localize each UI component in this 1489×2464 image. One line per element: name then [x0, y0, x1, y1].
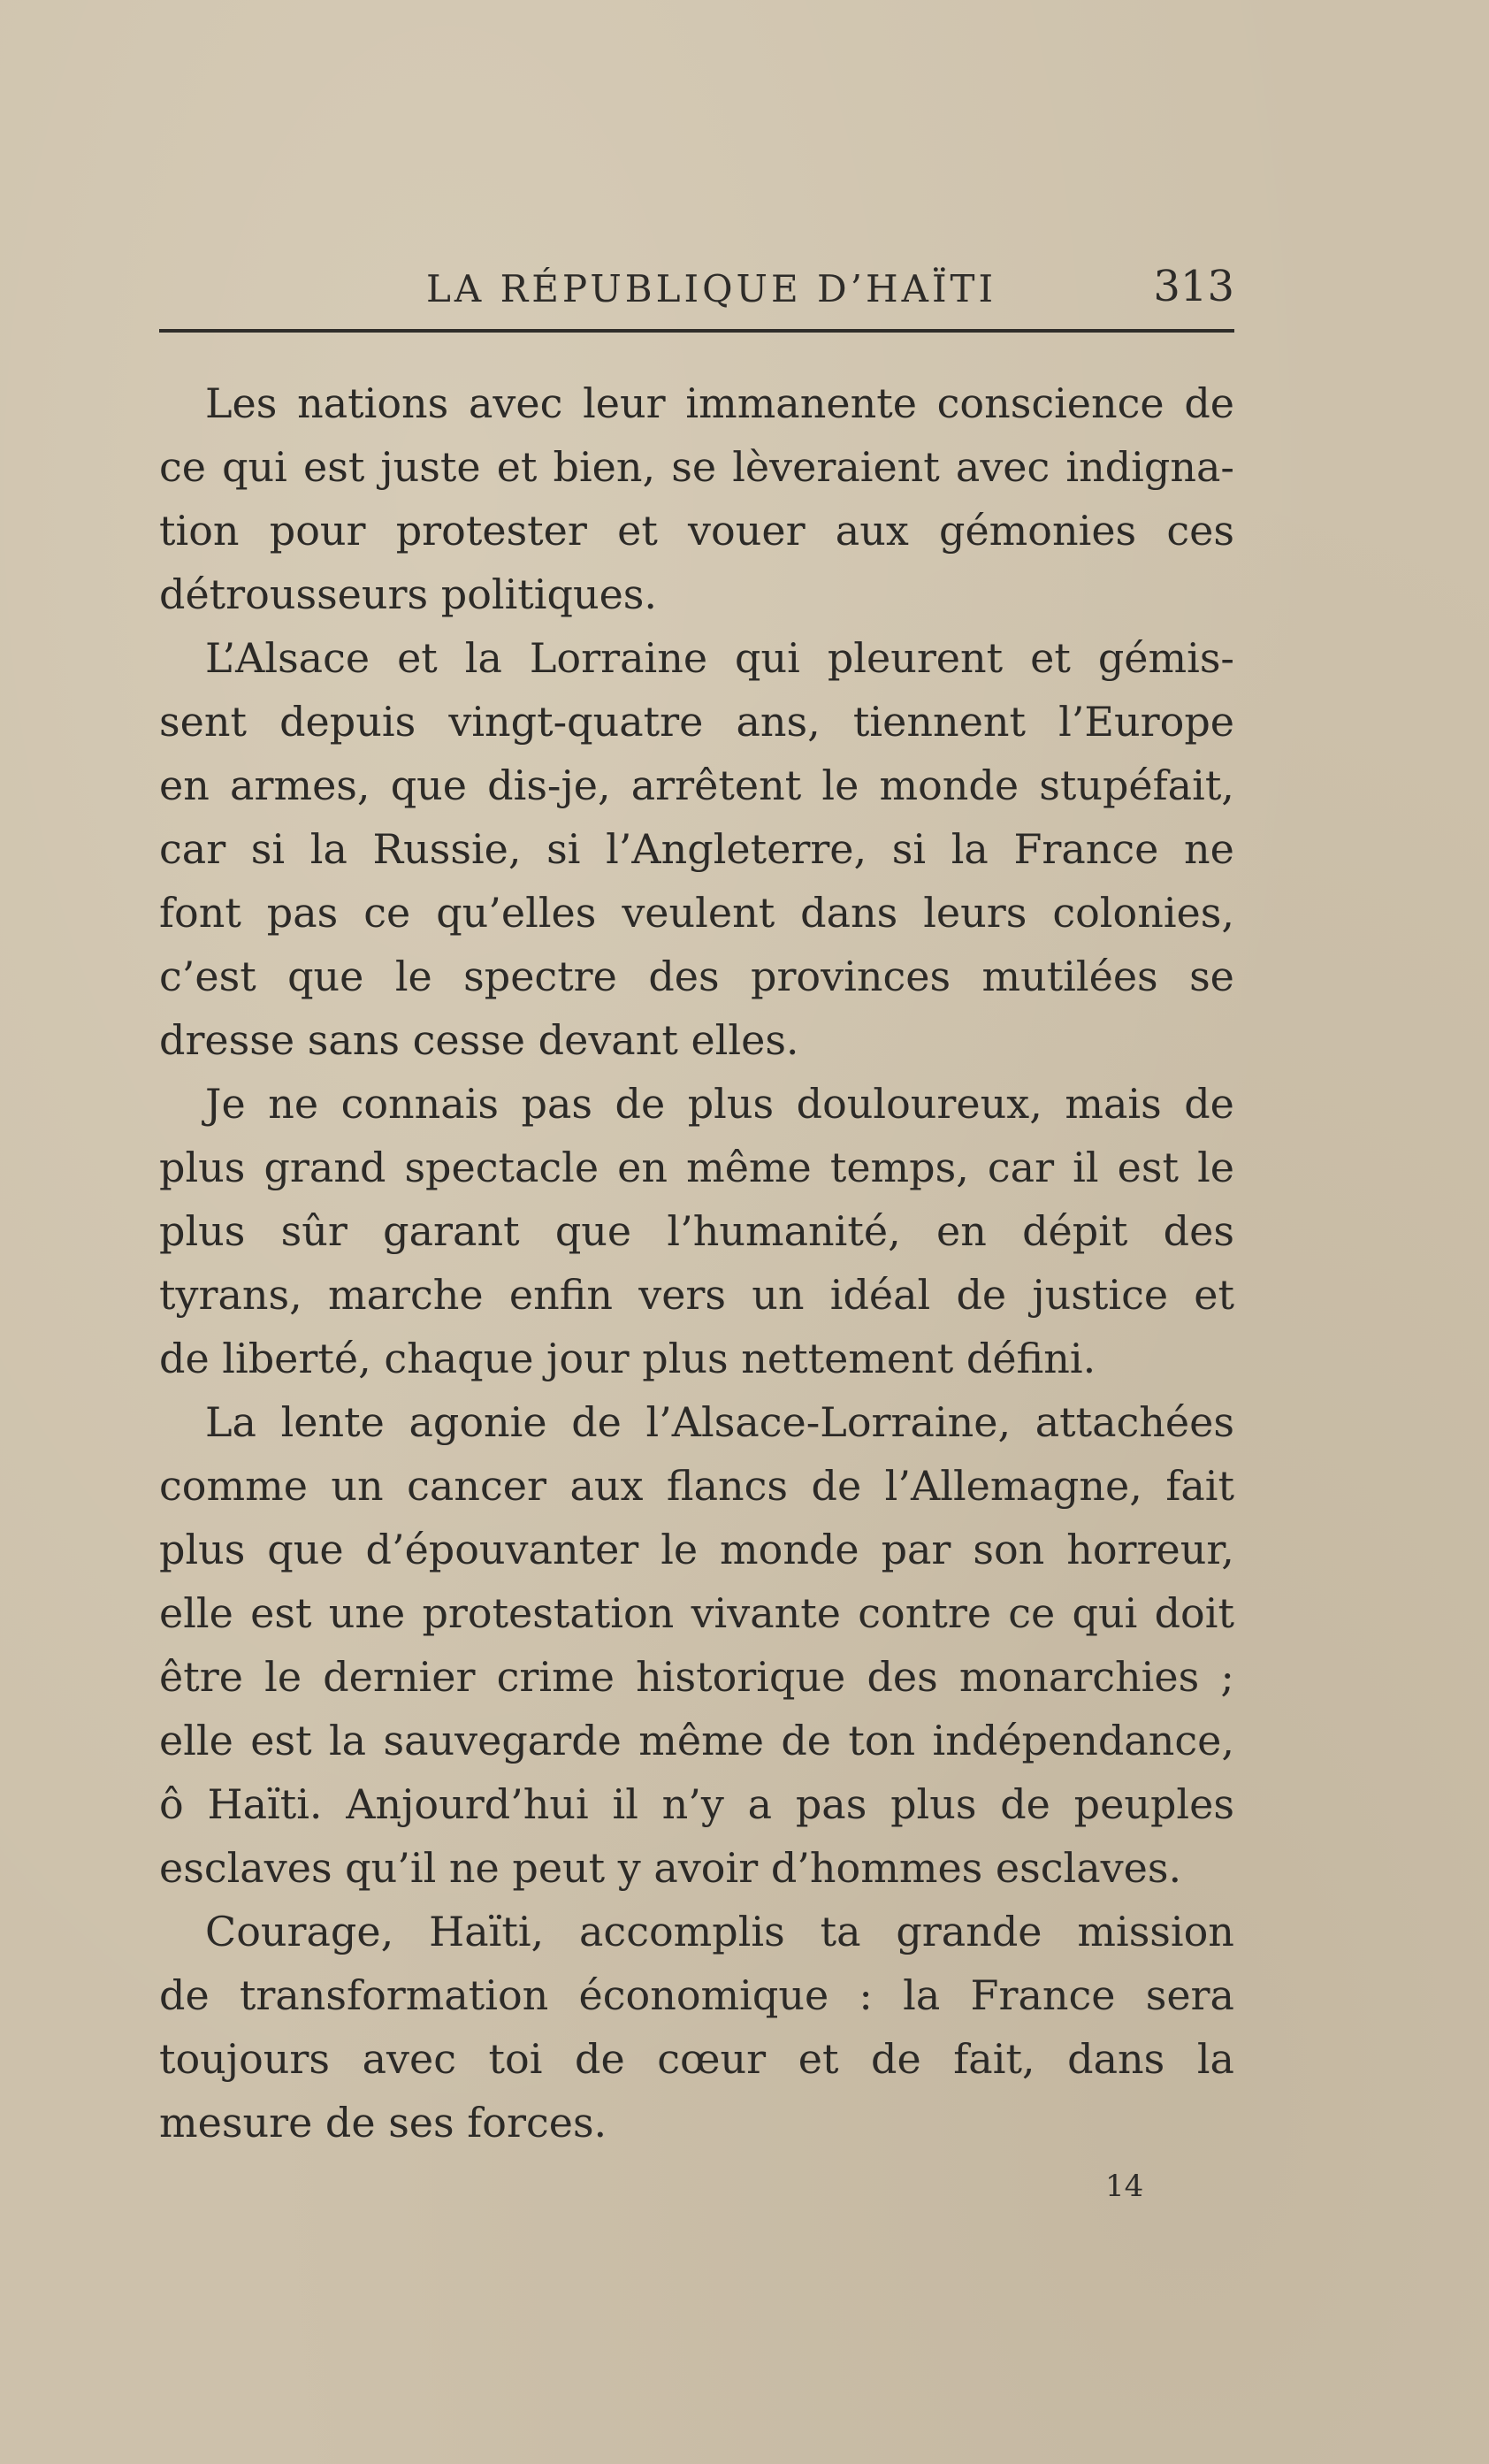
- word: la: [951, 825, 989, 873]
- word: spectacle: [404, 1144, 599, 1191]
- word: une: [328, 1589, 406, 1637]
- word: ne: [268, 1080, 319, 1128]
- word: que: [287, 953, 364, 1000]
- word: et: [496, 443, 538, 491]
- word: est: [250, 1589, 312, 1637]
- word: Courage,: [205, 1908, 394, 1955]
- word: arrêtent: [630, 761, 802, 809]
- word: de: [159, 1971, 210, 2019]
- word: l’Alsace-Lorraine,: [645, 1398, 1012, 1446]
- word: monde: [720, 1526, 859, 1573]
- word: dépit: [1022, 1207, 1128, 1255]
- word: juste: [380, 443, 481, 491]
- word: L’Alsace: [205, 634, 370, 682]
- word: si: [250, 825, 286, 873]
- word: historique: [636, 1653, 846, 1701]
- word: immanente: [685, 379, 917, 427]
- word: toujours: [159, 2035, 330, 2083]
- word: comme: [159, 1462, 308, 1510]
- word: l’Angleterre,: [606, 825, 867, 873]
- word: de: [1184, 379, 1234, 427]
- word: transformation: [239, 1971, 549, 2019]
- word: elle: [159, 1717, 233, 1764]
- word: et: [798, 2035, 839, 2083]
- text-line: [159, 881, 1234, 945]
- word: monarchies: [958, 1653, 1200, 1701]
- word: est: [302, 443, 365, 491]
- text-line: [159, 754, 1234, 817]
- word: de: [956, 1271, 1007, 1319]
- word: doit: [1154, 1589, 1234, 1637]
- word: qui: [735, 634, 800, 682]
- word: fait,: [953, 2035, 1035, 2083]
- word: de: [575, 2035, 625, 2083]
- word: ;: [1220, 1653, 1234, 1701]
- text-line: de liberté, chaque jour plus nettement défini.: [159, 1335, 1096, 1382]
- word: mais: [1065, 1080, 1162, 1128]
- word: marche: [327, 1271, 484, 1319]
- word: en: [159, 761, 210, 809]
- running-title: LA RÉPUBLIQUE D’HAÏTI: [426, 267, 997, 310]
- word: qui: [1072, 1589, 1138, 1637]
- word: douloureux,: [796, 1080, 1042, 1128]
- text-line: [159, 1709, 1234, 1772]
- word: contre: [858, 1589, 992, 1637]
- word: la: [1196, 2035, 1234, 2083]
- word: tion: [159, 507, 240, 555]
- word: vers: [638, 1271, 727, 1319]
- word: ta: [820, 1908, 861, 1955]
- word: leur: [583, 379, 666, 427]
- word: pour: [269, 507, 366, 555]
- text-line: [159, 1772, 1234, 1836]
- word: économique: [578, 1971, 829, 2019]
- word: pas: [795, 1780, 867, 1828]
- word: Lorraine: [529, 634, 708, 682]
- word: le: [821, 761, 859, 809]
- word: car: [159, 825, 226, 873]
- word: armes,: [230, 761, 370, 809]
- word: qu’elles: [436, 889, 597, 937]
- word: veulent: [622, 889, 775, 937]
- word: plus: [890, 1780, 977, 1828]
- word: il: [612, 1780, 638, 1828]
- text-line: [159, 1518, 1234, 1581]
- word: le: [394, 953, 432, 1000]
- word: le: [1197, 1144, 1234, 1191]
- word: vingt-quatre: [448, 698, 704, 746]
- word: a: [747, 1780, 773, 1828]
- word: que: [267, 1526, 344, 1573]
- word: Les: [205, 379, 278, 427]
- page-number: 313: [1153, 262, 1234, 311]
- word: Russie,: [372, 825, 522, 873]
- signature-mark: 14: [1105, 2169, 1144, 2204]
- word: sera: [1145, 1971, 1234, 2019]
- word: qui: [222, 443, 287, 491]
- word: France: [970, 1971, 1116, 2019]
- word: et: [1030, 634, 1071, 682]
- word: se: [1189, 953, 1234, 1000]
- word: si: [546, 825, 581, 873]
- word: leurs: [923, 889, 1027, 937]
- word: pleurent: [827, 634, 1004, 682]
- text-line: [159, 1645, 1234, 1709]
- word: France: [1013, 825, 1159, 873]
- text-line: [159, 499, 1234, 562]
- word: la: [464, 634, 502, 682]
- word: l’Europe: [1058, 698, 1234, 746]
- text-line: détrousseurs politiques.: [159, 570, 658, 618]
- word: depuis: [279, 698, 416, 746]
- word: toi: [488, 2035, 543, 2083]
- text-line: [159, 1199, 1234, 1263]
- running-head: [159, 262, 1234, 338]
- word: dans: [1067, 2035, 1165, 2083]
- word: ô: [159, 1780, 184, 1828]
- word: n’y: [661, 1780, 724, 1828]
- word: vivante: [691, 1589, 842, 1637]
- word: même: [686, 1144, 812, 1191]
- word: idéal: [829, 1271, 931, 1319]
- body-text: [159, 371, 1234, 2154]
- word: de: [1184, 1080, 1234, 1128]
- word: spectre: [463, 953, 617, 1000]
- word: Haïti.: [207, 1780, 323, 1828]
- word: de: [871, 2035, 921, 2083]
- word: lèveraient: [732, 443, 940, 491]
- word: Je: [205, 1080, 246, 1128]
- text-line: [159, 1900, 1234, 1963]
- word: crime: [496, 1653, 615, 1701]
- word: de: [1000, 1780, 1050, 1828]
- word: cancer: [407, 1462, 546, 1510]
- word: grande: [896, 1908, 1042, 1955]
- word: attachées: [1035, 1398, 1234, 1446]
- word: si: [891, 825, 927, 873]
- word: plus: [159, 1526, 246, 1573]
- word: en: [935, 1207, 987, 1255]
- word: bien,: [553, 443, 656, 491]
- text-line: [159, 1963, 1234, 2027]
- word: même: [638, 1717, 764, 1764]
- word: et: [1194, 1271, 1234, 1319]
- word: temps,: [829, 1144, 969, 1191]
- word: sûr: [280, 1207, 347, 1255]
- text-line: [159, 817, 1234, 881]
- word: l’Allemagne,: [884, 1462, 1142, 1510]
- word: agonie: [409, 1398, 547, 1446]
- word: et: [397, 634, 438, 682]
- word: un: [752, 1271, 805, 1319]
- word: gémis-: [1097, 634, 1234, 682]
- word: dernier: [323, 1653, 476, 1701]
- word: d’épouvanter: [365, 1526, 639, 1573]
- word: ans,: [736, 698, 821, 746]
- word: avec: [955, 443, 1050, 491]
- word: mutilées: [981, 953, 1158, 1000]
- word: pas: [521, 1080, 593, 1128]
- text-line: [159, 945, 1234, 1008]
- text-line: [159, 1263, 1234, 1327]
- word: est: [1117, 1144, 1179, 1191]
- word: de: [615, 1080, 666, 1128]
- word: avec: [362, 2035, 456, 2083]
- word: plus: [159, 1207, 246, 1255]
- word: se: [671, 443, 717, 491]
- word: accomplis: [579, 1908, 785, 1955]
- word: protester: [395, 507, 587, 555]
- text-line: [159, 1390, 1234, 1454]
- word: être: [159, 1653, 243, 1701]
- text-line: [159, 2027, 1234, 2091]
- text-line: [159, 435, 1234, 499]
- word: plus: [687, 1080, 775, 1128]
- word: tyrans,: [159, 1271, 302, 1319]
- word: la: [903, 1971, 941, 2019]
- word: tiennent: [852, 698, 1026, 746]
- word: ce: [159, 443, 206, 491]
- word: grand: [263, 1144, 386, 1191]
- word: connais: [340, 1080, 500, 1128]
- text-line: [159, 371, 1234, 435]
- word: aux: [569, 1462, 644, 1510]
- word: :: [859, 1971, 873, 2019]
- word: conscience: [936, 379, 1164, 427]
- word: justice: [1032, 1271, 1169, 1319]
- text-line: [159, 1072, 1234, 1136]
- text-line: [159, 1136, 1234, 1199]
- word: sauvegarde: [383, 1717, 622, 1764]
- word: et: [617, 507, 658, 555]
- word: car: [987, 1144, 1055, 1191]
- word: cœur: [657, 2035, 767, 2083]
- word: plus: [159, 1144, 246, 1191]
- word: la: [328, 1717, 367, 1764]
- word: provinces: [751, 953, 951, 1000]
- word: fait: [1165, 1462, 1234, 1510]
- word: peuples: [1073, 1780, 1234, 1828]
- word: indigna-: [1065, 443, 1234, 491]
- text-line: esclaves qu’il ne peut y avoir d’hommes esclaves.: [159, 1844, 1182, 1892]
- word: avec: [468, 379, 563, 427]
- word: Anjourd’hui: [346, 1780, 589, 1828]
- header-rule: [159, 329, 1234, 333]
- word: flancs: [666, 1462, 789, 1510]
- word: l’humanité,: [667, 1207, 901, 1255]
- word: c’est: [159, 953, 256, 1000]
- word: vouer: [688, 507, 806, 555]
- word: le: [264, 1653, 302, 1701]
- word: horreur,: [1066, 1526, 1234, 1573]
- word: pas: [266, 889, 339, 937]
- word: colonies,: [1052, 889, 1234, 937]
- text-line: [159, 690, 1234, 754]
- word: protestation: [422, 1589, 675, 1637]
- word: des: [648, 953, 720, 1000]
- text-line: [159, 1454, 1234, 1518]
- word: Haïti,: [429, 1908, 545, 1955]
- word: lente: [280, 1398, 385, 1446]
- word: aux: [835, 507, 909, 555]
- word: monde: [879, 761, 1019, 809]
- word: la: [309, 825, 347, 873]
- word: son: [973, 1526, 1045, 1573]
- word: sent: [159, 698, 247, 746]
- word: font: [159, 889, 241, 937]
- text-line: mesure de ses forces.: [159, 2099, 607, 2146]
- word: des: [1163, 1207, 1234, 1255]
- text-line: [159, 626, 1234, 690]
- text-line: [159, 1581, 1234, 1645]
- word: nations: [297, 379, 449, 427]
- word: ton: [848, 1717, 916, 1764]
- word: ces: [1166, 507, 1234, 555]
- word: dis-je,: [487, 761, 611, 809]
- word: le: [661, 1526, 699, 1573]
- word: garant: [383, 1207, 520, 1255]
- text-line: dresse sans cesse devant elles.: [159, 1016, 799, 1064]
- word: est: [250, 1717, 312, 1764]
- word: ce: [1008, 1589, 1056, 1637]
- word: indépendance,: [932, 1717, 1234, 1764]
- word: dans: [800, 889, 898, 937]
- word: mission: [1077, 1908, 1234, 1955]
- word: en: [617, 1144, 668, 1191]
- word: ce: [363, 889, 411, 937]
- word: de: [811, 1462, 862, 1510]
- word: que: [390, 761, 467, 809]
- word: un: [331, 1462, 384, 1510]
- word: gémonies: [939, 507, 1137, 555]
- word: que: [554, 1207, 632, 1255]
- word: il: [1073, 1144, 1099, 1191]
- word: elle: [159, 1589, 233, 1637]
- word: des: [867, 1653, 938, 1701]
- word: La: [205, 1398, 256, 1446]
- word: ne: [1184, 825, 1234, 873]
- word: de: [781, 1717, 831, 1764]
- word: de: [571, 1398, 622, 1446]
- word: enfin: [508, 1271, 613, 1319]
- word: par: [881, 1526, 951, 1573]
- word: stupéfait,: [1039, 761, 1234, 809]
